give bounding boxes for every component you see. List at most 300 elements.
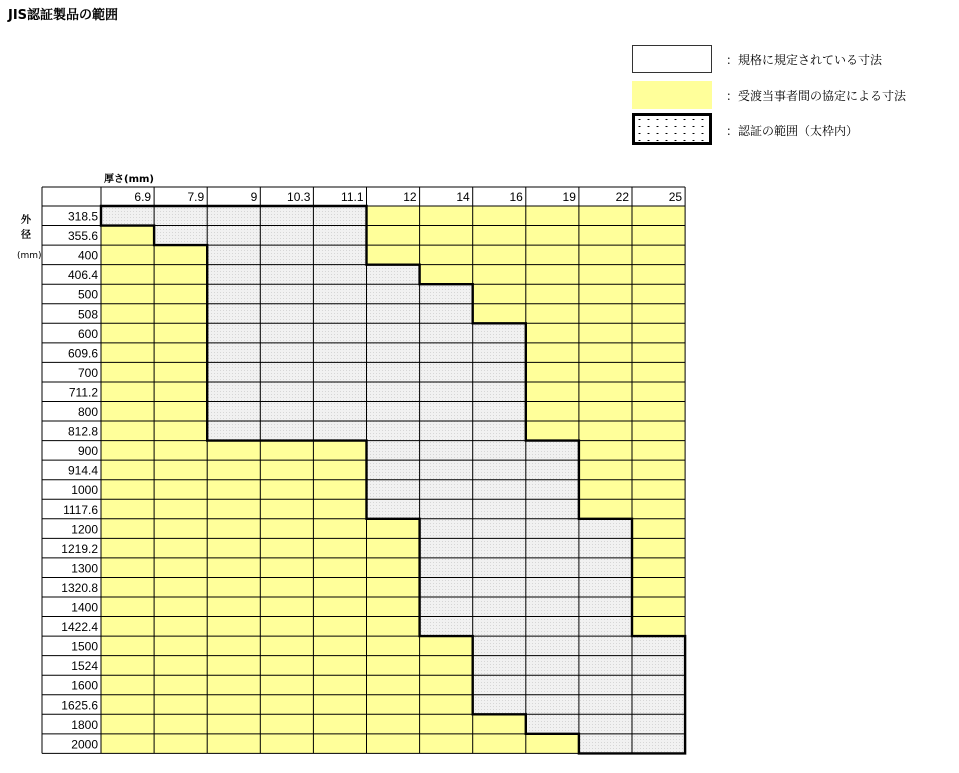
- cell-standard: [526, 714, 579, 734]
- cell-standard: [473, 343, 526, 363]
- diameter-label: 600: [77, 326, 98, 341]
- cell-agreement: [367, 675, 420, 695]
- cell-standard: [579, 577, 632, 597]
- cell-agreement: [101, 499, 154, 519]
- thickness-header: 9: [250, 190, 258, 204]
- cell-agreement: [260, 617, 313, 637]
- cell-agreement: [526, 362, 579, 382]
- diameter-label: 812.8: [67, 424, 98, 439]
- cell-agreement: [154, 362, 207, 382]
- cell-agreement: [367, 714, 420, 734]
- cell-agreement: [473, 265, 526, 285]
- cell-standard: [473, 323, 526, 343]
- cell-agreement: [579, 226, 632, 246]
- thickness-header: 14: [456, 190, 470, 204]
- cell-standard: [367, 382, 420, 402]
- cell-agreement: [473, 226, 526, 246]
- page-title: JIS認証製品の範囲: [8, 8, 119, 23]
- diameter-label: 914.4: [67, 463, 98, 478]
- cell-agreement: [154, 421, 207, 441]
- cell-agreement: [101, 714, 154, 734]
- cell-standard: [207, 245, 260, 265]
- cell-standard: [579, 519, 632, 539]
- cell-agreement: [313, 460, 366, 480]
- cell-agreement: [101, 695, 154, 715]
- cell-agreement: [526, 206, 579, 226]
- cell-agreement: [207, 519, 260, 539]
- cell-standard: [420, 519, 473, 539]
- diameter-label: 1800: [71, 717, 98, 732]
- legend-label-agreement: ：受渡当事者間の協定による寸法: [726, 89, 907, 103]
- cell-agreement: [632, 206, 685, 226]
- cell-agreement: [207, 734, 260, 754]
- diameter-label: 1500: [71, 639, 98, 654]
- cell-standard: [260, 245, 313, 265]
- cell-agreement: [154, 480, 207, 500]
- thickness-header: 25: [668, 190, 683, 204]
- cell-agreement: [632, 245, 685, 265]
- diameter-label: 609.6: [67, 346, 98, 361]
- cell-standard: [420, 402, 473, 422]
- cell-agreement: [473, 734, 526, 754]
- cell-standard: [313, 284, 366, 304]
- cell-standard: [526, 675, 579, 695]
- cell-agreement: [101, 538, 154, 558]
- cell-standard: [207, 402, 260, 422]
- cell-standard: [207, 382, 260, 402]
- outer-diameter-unit: (mm): [17, 251, 42, 261]
- diameter-label: 2000: [71, 737, 98, 752]
- cell-agreement: [207, 480, 260, 500]
- cell-agreement: [526, 284, 579, 304]
- cell-agreement: [207, 499, 260, 519]
- cell-agreement: [367, 245, 420, 265]
- cell-standard: [260, 323, 313, 343]
- cell-agreement: [632, 402, 685, 422]
- cell-agreement: [420, 636, 473, 656]
- cell-agreement: [313, 519, 366, 539]
- cell-standard: [473, 656, 526, 676]
- cell-agreement: [101, 597, 154, 617]
- cell-agreement: [313, 441, 366, 461]
- cell-agreement: [154, 343, 207, 363]
- cell-agreement: [207, 695, 260, 715]
- cell-agreement: [313, 538, 366, 558]
- cell-agreement: [154, 617, 207, 637]
- diameter-label: 1000: [71, 483, 98, 498]
- cell-standard: [526, 695, 579, 715]
- cell-standard: [260, 421, 313, 441]
- cell-agreement: [101, 460, 154, 480]
- cell-agreement: [101, 284, 154, 304]
- cell-agreement: [154, 284, 207, 304]
- cell-agreement: [632, 343, 685, 363]
- cell-agreement: [367, 617, 420, 637]
- cell-agreement: [207, 617, 260, 637]
- cell-agreement: [367, 519, 420, 539]
- cell-agreement: [101, 558, 154, 578]
- cell-agreement: [420, 675, 473, 695]
- cell-agreement: [101, 226, 154, 246]
- cell-standard: [260, 226, 313, 246]
- cell-standard: [207, 323, 260, 343]
- cell-agreement: [207, 636, 260, 656]
- cell-agreement: [632, 597, 685, 617]
- cell-agreement: [579, 206, 632, 226]
- cell-standard: [313, 304, 366, 324]
- cell-standard: [260, 265, 313, 285]
- diameter-label: 1625.6: [61, 698, 98, 713]
- cell-standard: [420, 460, 473, 480]
- cell-agreement: [260, 636, 313, 656]
- thickness-header: 7.9: [187, 190, 205, 204]
- diameter-label: 900: [77, 444, 98, 459]
- cell-agreement: [260, 519, 313, 539]
- cell-agreement: [260, 558, 313, 578]
- cell-agreement: [420, 226, 473, 246]
- cell-standard: [473, 636, 526, 656]
- cell-standard: [579, 636, 632, 656]
- cell-agreement: [207, 656, 260, 676]
- cell-agreement: [260, 480, 313, 500]
- cell-agreement: [579, 265, 632, 285]
- cell-agreement: [207, 577, 260, 597]
- thickness-header: 6.9: [134, 190, 152, 204]
- cell-standard: [367, 284, 420, 304]
- thickness-axis-label: 厚さ(mm): [104, 174, 154, 185]
- cell-agreement: [207, 460, 260, 480]
- cell-standard: [420, 538, 473, 558]
- thickness-header: 19: [562, 190, 576, 204]
- thickness-header: 12: [403, 190, 417, 204]
- cell-agreement: [420, 734, 473, 754]
- cell-standard: [367, 421, 420, 441]
- cell-agreement: [101, 617, 154, 637]
- cell-agreement: [101, 734, 154, 754]
- cell-agreement: [367, 226, 420, 246]
- cell-agreement: [101, 519, 154, 539]
- cell-standard: [420, 284, 473, 304]
- cell-agreement: [632, 304, 685, 324]
- cell-standard: [313, 265, 366, 285]
- cell-agreement: [313, 480, 366, 500]
- cell-standard: [579, 695, 632, 715]
- cell-standard: [473, 597, 526, 617]
- cell-standard: [526, 656, 579, 676]
- cell-agreement: [154, 304, 207, 324]
- cell-agreement: [260, 499, 313, 519]
- cell-agreement: [473, 304, 526, 324]
- cell-agreement: [260, 656, 313, 676]
- cell-agreement: [154, 714, 207, 734]
- cell-agreement: [260, 538, 313, 558]
- cell-agreement: [367, 656, 420, 676]
- cell-agreement: [579, 421, 632, 441]
- cell-standard: [526, 558, 579, 578]
- cell-standard: [473, 441, 526, 461]
- cell-agreement: [154, 323, 207, 343]
- cell-standard: [207, 343, 260, 363]
- cell-agreement: [579, 284, 632, 304]
- diameter-label: 1200: [71, 522, 98, 537]
- cell-agreement: [101, 480, 154, 500]
- cell-agreement: [632, 538, 685, 558]
- diameter-label: 406.4: [67, 268, 98, 283]
- cell-agreement: [632, 382, 685, 402]
- cell-standard: [420, 499, 473, 519]
- cell-agreement: [154, 460, 207, 480]
- cell-agreement: [632, 362, 685, 382]
- cell-standard: [579, 675, 632, 695]
- cell-agreement: [367, 558, 420, 578]
- cell-agreement: [260, 695, 313, 715]
- cell-standard: [579, 714, 632, 734]
- cell-agreement: [154, 597, 207, 617]
- cell-agreement: [154, 675, 207, 695]
- cell-agreement: [420, 245, 473, 265]
- cell-standard: [367, 441, 420, 461]
- cell-standard: [526, 577, 579, 597]
- cell-standard: [367, 460, 420, 480]
- cell-agreement: [526, 382, 579, 402]
- thickness-header: 16: [509, 190, 523, 204]
- cell-agreement: [632, 519, 685, 539]
- cell-agreement: [526, 226, 579, 246]
- cell-standard: [632, 714, 685, 734]
- thickness-header: 11.1: [341, 190, 364, 204]
- cell-agreement: [473, 284, 526, 304]
- cell-standard: [420, 343, 473, 363]
- cell-agreement: [313, 695, 366, 715]
- cell-agreement: [632, 284, 685, 304]
- diameter-label: 1524: [71, 659, 98, 674]
- cell-agreement: [207, 538, 260, 558]
- cell-agreement: [101, 362, 154, 382]
- cell-standard: [420, 362, 473, 382]
- cell-standard: [473, 617, 526, 637]
- cell-agreement: [632, 441, 685, 461]
- cell-standard: [313, 245, 366, 265]
- cell-standard: [526, 499, 579, 519]
- cell-standard: [207, 304, 260, 324]
- cell-agreement: [154, 245, 207, 265]
- diameter-label: 318.5: [67, 209, 98, 224]
- outer-diameter-label-2: 径: [21, 230, 31, 241]
- cell-standard: [313, 226, 366, 246]
- cell-agreement: [579, 323, 632, 343]
- cell-agreement: [579, 460, 632, 480]
- cell-standard: [473, 577, 526, 597]
- cell-agreement: [632, 226, 685, 246]
- cell-standard: [313, 343, 366, 363]
- cell-standard: [473, 402, 526, 422]
- cell-agreement: [154, 695, 207, 715]
- cell-agreement: [579, 499, 632, 519]
- cell-agreement: [367, 734, 420, 754]
- cell-standard: [313, 421, 366, 441]
- cell-standard: [473, 519, 526, 539]
- cell-agreement: [579, 304, 632, 324]
- cell-standard: [579, 656, 632, 676]
- thickness-header: 10.3: [287, 190, 311, 204]
- cell-agreement: [154, 441, 207, 461]
- cell-agreement: [101, 265, 154, 285]
- cell-agreement: [526, 402, 579, 422]
- cell-agreement: [154, 499, 207, 519]
- cell-agreement: [473, 206, 526, 226]
- diameter-label: 355.6: [67, 229, 98, 244]
- cell-agreement: [101, 441, 154, 461]
- cell-standard: [260, 206, 313, 226]
- cell-standard: [526, 597, 579, 617]
- cell-agreement: [632, 499, 685, 519]
- cell-standard: [420, 480, 473, 500]
- cell-agreement: [579, 343, 632, 363]
- diameter-label: 1400: [71, 600, 98, 615]
- cell-agreement: [313, 617, 366, 637]
- cell-agreement: [367, 636, 420, 656]
- cell-agreement: [154, 656, 207, 676]
- cell-standard: [420, 597, 473, 617]
- cell-standard: [420, 558, 473, 578]
- cell-standard: [473, 695, 526, 715]
- cell-agreement: [101, 343, 154, 363]
- cell-standard: [420, 382, 473, 402]
- cell-standard: [313, 362, 366, 382]
- diameter-label: 1117.6: [63, 502, 98, 517]
- cell-agreement: [101, 577, 154, 597]
- cell-agreement: [154, 734, 207, 754]
- cell-standard: [526, 519, 579, 539]
- cell-agreement: [260, 577, 313, 597]
- cell-agreement: [313, 577, 366, 597]
- cell-agreement: [526, 421, 579, 441]
- cell-agreement: [526, 245, 579, 265]
- cell-standard: [420, 577, 473, 597]
- cell-standard: [420, 421, 473, 441]
- cell-agreement: [154, 636, 207, 656]
- cell-standard: [579, 538, 632, 558]
- cell-standard: [632, 695, 685, 715]
- cell-standard: [526, 441, 579, 461]
- cell-agreement: [420, 265, 473, 285]
- cell-agreement: [420, 206, 473, 226]
- cell-agreement: [101, 402, 154, 422]
- cell-standard: [313, 206, 366, 226]
- cell-agreement: [420, 656, 473, 676]
- cell-standard: [473, 421, 526, 441]
- cell-agreement: [313, 597, 366, 617]
- cell-agreement: [154, 402, 207, 422]
- cell-agreement: [101, 323, 154, 343]
- cell-standard: [207, 362, 260, 382]
- cell-standard: [260, 304, 313, 324]
- cell-agreement: [313, 636, 366, 656]
- cell-standard: [367, 323, 420, 343]
- cell-agreement: [526, 323, 579, 343]
- cell-standard: [473, 460, 526, 480]
- diameter-label: 800: [77, 405, 98, 419]
- cell-standard: [473, 675, 526, 695]
- cell-agreement: [154, 577, 207, 597]
- cell-standard: [207, 206, 260, 226]
- cell-standard: [101, 206, 154, 226]
- cell-standard: [473, 362, 526, 382]
- cell-standard: [260, 402, 313, 422]
- cell-agreement: [473, 714, 526, 734]
- cell-standard: [260, 382, 313, 402]
- cell-standard: [207, 265, 260, 285]
- cell-agreement: [313, 656, 366, 676]
- cell-standard: [526, 480, 579, 500]
- cell-standard: [260, 284, 313, 304]
- diameter-label: 400: [77, 248, 98, 263]
- cell-standard: [367, 304, 420, 324]
- cell-agreement: [154, 519, 207, 539]
- cell-standard: [473, 558, 526, 578]
- cell-agreement: [367, 206, 420, 226]
- cell-agreement: [367, 538, 420, 558]
- diameter-label: 1300: [71, 561, 98, 576]
- cell-standard: [313, 323, 366, 343]
- cell-standard: [526, 538, 579, 558]
- cell-agreement: [260, 460, 313, 480]
- cell-agreement: [632, 323, 685, 343]
- cell-agreement: [207, 441, 260, 461]
- cell-agreement: [632, 265, 685, 285]
- cell-agreement: [367, 597, 420, 617]
- cell-agreement: [579, 480, 632, 500]
- cell-standard: [632, 734, 685, 754]
- cell-agreement: [579, 245, 632, 265]
- cell-standard: [579, 597, 632, 617]
- cell-agreement: [526, 304, 579, 324]
- cell-agreement: [579, 441, 632, 461]
- cell-agreement: [313, 499, 366, 519]
- cell-standard: [420, 617, 473, 637]
- cell-standard: [579, 558, 632, 578]
- cell-agreement: [313, 714, 366, 734]
- cell-standard: [207, 226, 260, 246]
- cell-agreement: [579, 382, 632, 402]
- cell-agreement: [632, 558, 685, 578]
- cell-standard: [473, 480, 526, 500]
- cell-agreement: [101, 304, 154, 324]
- thickness-header: 22: [615, 190, 629, 204]
- cell-agreement: [526, 265, 579, 285]
- cell-agreement: [632, 577, 685, 597]
- cell-standard: [632, 675, 685, 695]
- diameter-label: 1600: [71, 678, 98, 693]
- cell-agreement: [154, 538, 207, 558]
- cell-standard: [367, 343, 420, 363]
- cell-agreement: [632, 460, 685, 480]
- cell-standard: [260, 343, 313, 363]
- cell-standard: [367, 362, 420, 382]
- cell-agreement: [526, 343, 579, 363]
- cell-standard: [207, 284, 260, 304]
- cell-agreement: [154, 558, 207, 578]
- cell-agreement: [526, 734, 579, 754]
- cell-agreement: [260, 714, 313, 734]
- cell-standard: [632, 636, 685, 656]
- cell-standard: [473, 499, 526, 519]
- cell-agreement: [632, 421, 685, 441]
- cell-agreement: [101, 245, 154, 265]
- cell-standard: [632, 656, 685, 676]
- cell-agreement: [101, 636, 154, 656]
- cell-standard: [420, 441, 473, 461]
